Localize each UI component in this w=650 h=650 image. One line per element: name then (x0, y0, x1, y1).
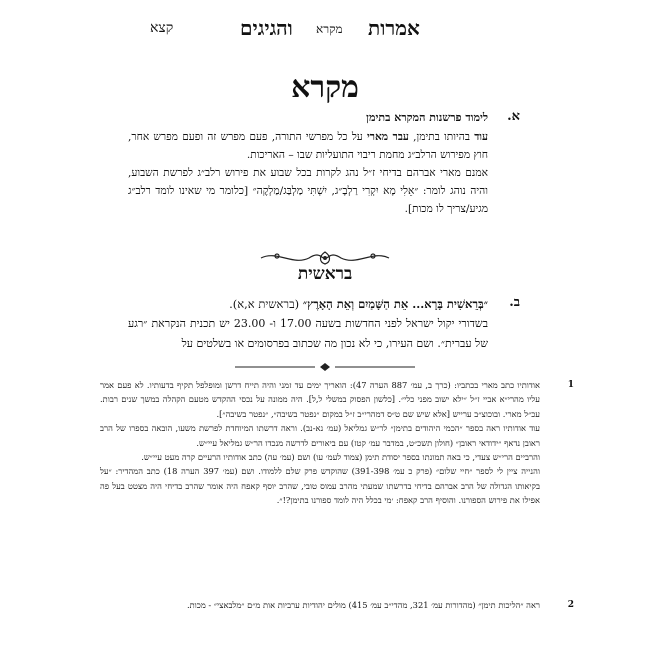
verse-quote: ״בְּרֵאשִׁית בָּרָא... אֵת הַשָּׁמַיִם וְאֵת הָאָרֶץ״ (302, 297, 488, 311)
section-b-verse (128, 294, 488, 314)
footnote-2-number: 2 (567, 600, 574, 610)
header-title-part1: אמרות (368, 16, 420, 40)
header-section: מקרא (316, 22, 343, 36)
footnote-1-paragraph: עוד אודותיו ראה בספר ״הכמי היהודים בתימן״ לר״ש גמליאל (עמ׳ נא-נב). וראה דרשתו המיוחדת לפרשת משעו, הובאה בספרו של הרב ראובן נדאף ״ידודאי ראובן״ (חולון תשכ״ט, במדבר עמ׳ קטז) עם ביאורים לדרשה מנכדו הר״ש גמליאל עיי״ש. (100, 423, 540, 448)
footnote-1-paragraph: אודותיו כתב מארי בכתביו: (כרך ב, עמ׳ 887 הערה 47): הואריך ימים עד זמני והיה תייח דרשן ומופלפל תקיף בדעותיו. לא פעם אמר עליו מהרי״א אביי ז״ל ״ילא ישוב מפני כלי״. [כלשון הפסוק במשלי ל,ל]. היה ממונה על נכסי ההקדש מטעם הקהלה במשך שנים רבות. עכ״ל מארי. ובוכוצ״ב ערייש [אלא שיש שם ט״ס דמהרי״ב ז״ל במקום ״נפטר בשיבה״, ״נפטר בשיבה״]. (100, 380, 540, 419)
footnote-2 (100, 598, 574, 612)
footnote-1 (100, 378, 574, 508)
footnote-separator (235, 362, 415, 372)
section-a-text-3: אמנם מארי אברהם בדיחי ז״ל נהג לקרות בכל שבוע את פירוש רלב״ג לפרשת השבוע, והיה נוהג לומר: ״אֵלִי מָא יִקְרִי רַלְבָ״ג, יִשְׁתִּי מַלְבַּג/מַלְקֶה״ [כלומר מי שאינו לומד רלב״ג מגיע/צריך לו מכות]. (128, 167, 488, 215)
header-title-part2: והגיגים (240, 16, 293, 40)
footnote-2-paragraph: ראה ״הליכות תימן״ (מהדורות עמ׳ 321, מהדי״ב עמ׳ 415) מולים יהודיות ערביות אות מ״ם ״מלבאצי״ - מכות. (186, 600, 540, 610)
footnote-1-paragraph: והרביים הרי״ש צעדי, כי באה תמונתו בספר יסודת תימן (צמוד לעמ׳ עו) ושם (עמ׳ עה) כתב אודותיו הרעיים קרה מעט עיי״ש. (141, 452, 540, 463)
verse-reference: (בראשית א,א). (229, 297, 303, 311)
running-header (0, 16, 650, 40)
footnote-1-number: 1 (567, 380, 574, 390)
book-title: בראשית (297, 264, 353, 284)
section-a-mark: א. (507, 109, 520, 124)
chapter-title: מקרא (291, 70, 359, 105)
section-a (128, 108, 520, 218)
section-a-text-2: על כל מפרשי התורה, פעם מפרש זה ופעם מפרש אחר, חוץ מפירוש הרלב״ג מחמת ריבוי התועליות שבו – האריכות. (128, 131, 488, 161)
section-b (128, 294, 520, 354)
footnote-1-paragraph: והנייה ציין לי לספר ״חיי שלום״ (פרק כ עמ׳ 391-398) שהוקדש פרק שלם ללמודו. ושם (עמ׳ 397 הערה 18) כתב המהדיר: ״על בקיאותו הגדולה של הרב אברהם בדיחי בדרשתו שמעתי מהרב עמוס טובי, שהרב יוסף קאפח היה אומר שהרב בדיחי היה מצטט בעל פה אפילו את פירוש הספורנו. והוסיף הרב קאפח: ׳מי בכלל היה לומד ספורנו בתימן?!״. (100, 466, 540, 506)
section-b-mark: ב. (509, 295, 520, 310)
section-a-bold: עבר מארי (367, 131, 409, 143)
section-a-text-1: בהיותו בתימן, (408, 131, 475, 143)
section-a-body (128, 128, 488, 218)
section-a-title: לימוד פרשנות המקרא בתימן (366, 111, 488, 124)
section-b-body: בשדורי יקול ישראל לפני החדשות בשעה 17.00 ו- 23.00 יש תכנית הנקראת ״רגע של עברית״. ושם העירו, כי לא נכון מה שכתוב בפרסומים או בשלטים על (128, 317, 489, 350)
section-a-lead: עוד (474, 131, 489, 143)
page-number: קצא (150, 20, 174, 36)
